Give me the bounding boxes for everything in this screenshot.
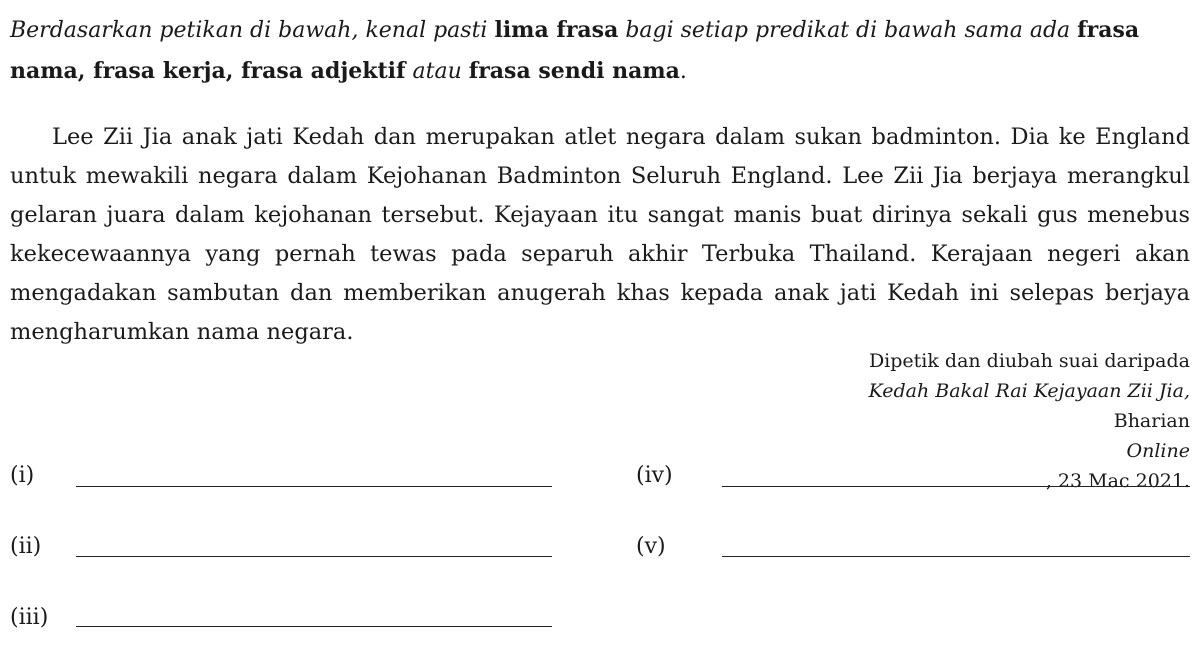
answer-line-iii[interactable] — [76, 626, 552, 627]
source-date: , 23 Mac 2021. — [1045, 470, 1190, 492]
answer-label-v: (v) — [636, 534, 666, 559]
question-instruction — [10, 10, 1190, 92]
instruction-bold-3: frasa sendi nama — [468, 58, 680, 84]
answer-line-ii[interactable] — [76, 556, 552, 557]
passage-text: Lee Zii Jia anak jati Kedah dan merupakan atlet negara dalam sukan badminton. Dia ke England untuk mewakili negara dalam Kejohanan Badminton Seluruh England. Lee Zii Jia berjaya merangkul gelaran juara dalam kejohanan tersebut. Kejayaan itu sangat manis buat dirinya sekali gus menebus kekecewaannya yang pernah tewas pada separuh akhir Terbuka Thailand. Kerajaan negeri akan mengadakan sambutan dan memberikan anugerah khas kepada anak jati Kedah ini selepas berjaya mengharumkan nama negara. — [10, 124, 1190, 345]
source-line-2: Kedah Bakal Rai Kejayaan Zii Jia, — [868, 380, 1190, 402]
source-line-1: Dipetik dan diubah suai daripada — [868, 350, 1190, 372]
source-citation — [869, 346, 1190, 496]
answer-line-iv[interactable] — [722, 486, 1190, 487]
instruction-text-3: atau — [405, 59, 469, 84]
answer-label-iii: (iii) — [10, 605, 49, 630]
answer-line-v[interactable] — [722, 556, 1190, 557]
answer-line-i[interactable] — [76, 486, 552, 487]
instruction-bold-1: lima frasa — [494, 17, 619, 43]
source-line-3 — [869, 406, 1190, 496]
instruction-end: . — [679, 59, 687, 84]
instruction-bold-2: frasa nama, frasa kerja, frasa adjektif — [10, 17, 1140, 84]
source-online: Online — [1126, 440, 1190, 462]
instruction-text-2: bagi setiap predikat di bawah sama ada — [618, 18, 1078, 43]
answer-label-iv: (iv) — [636, 463, 673, 488]
source-publisher: Bharian — [1113, 410, 1190, 432]
answer-label-i: (i) — [10, 463, 35, 488]
instruction-text-1: Berdasarkan petikan di bawah, kenal pasti — [10, 18, 495, 43]
answer-label-ii: (ii) — [10, 534, 42, 559]
